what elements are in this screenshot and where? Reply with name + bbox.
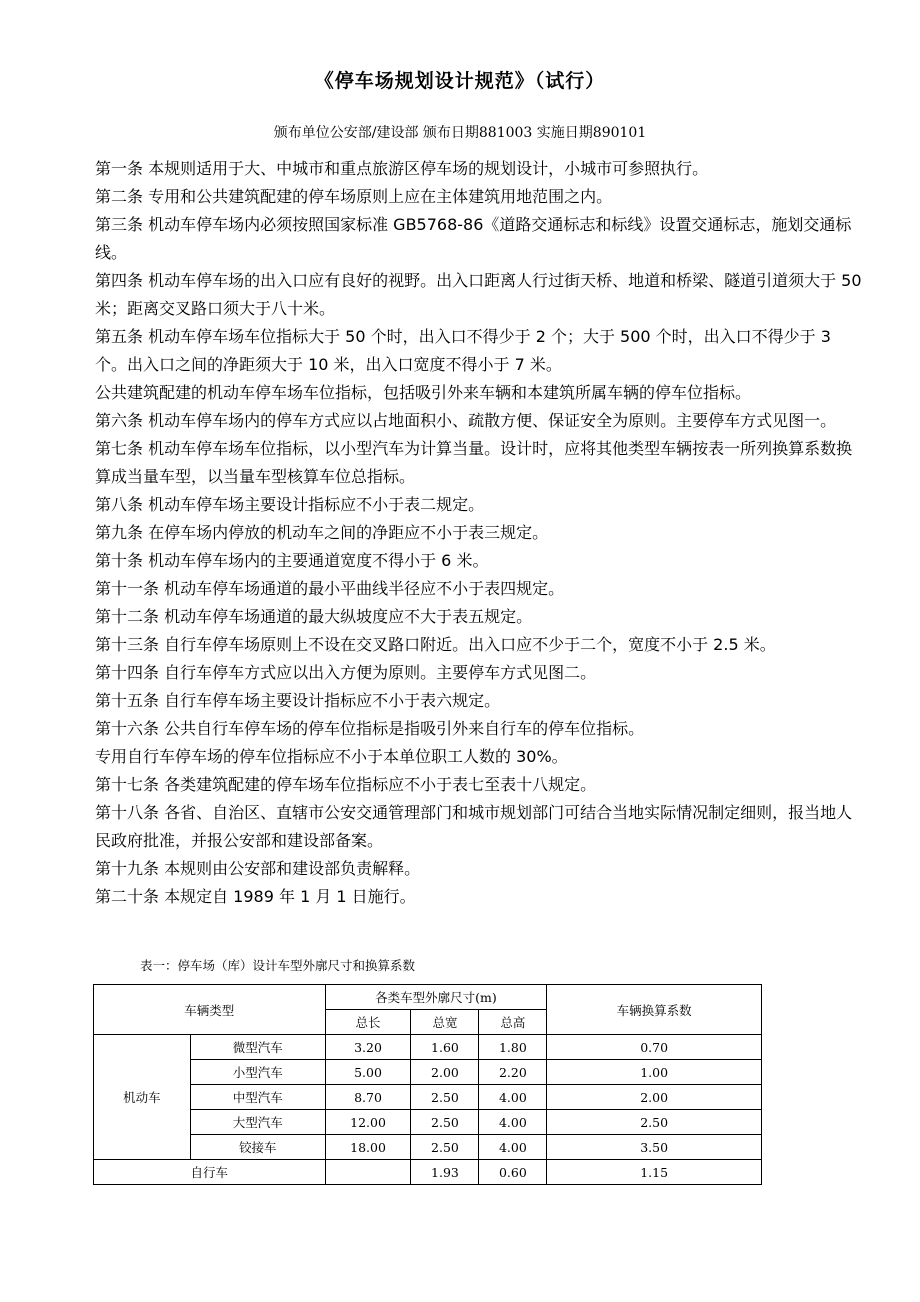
vehicle-type-cell: 大型汽车 bbox=[190, 1110, 325, 1135]
article-4: 第四条 机动车停车场的出入口应有良好的视野。出入口距离人行过街天桥、地道和桥梁、隧道引道须大于 50 米；距离交叉路口须大于八十米。 bbox=[95, 271, 862, 318]
article-16: 第十六条 公共自行车停车场的停车位指标是指吸引外来自行车的停车位指标。 bbox=[95, 719, 645, 738]
document-title: 《停车场规划设计规范》（试行） bbox=[314, 70, 606, 92]
article-12: 第十二条 机动车停车场通道的最大纵坡度应不大于表五规定。 bbox=[95, 607, 533, 626]
width-cell: 1.60 bbox=[411, 1035, 479, 1060]
document-subtitle: 颁布单位公安部/建设部 颁布日期881003 实施日期890101 bbox=[273, 125, 647, 141]
vehicle-type-cell: 小型汽车 bbox=[190, 1060, 325, 1085]
article-14: 第十四条 自行车停车方式应以出入方便为原则。主要停车方式见图二。 bbox=[95, 663, 597, 682]
factor-cell: 0.70 bbox=[547, 1035, 762, 1060]
length-cell bbox=[325, 1160, 411, 1185]
vehicle-dimension-table bbox=[93, 984, 762, 1185]
height-cell: 0.60 bbox=[479, 1160, 547, 1185]
height-cell: 4.00 bbox=[479, 1085, 547, 1110]
article-7: 第七条 机动车停车场车位指标，以小型汽车为计算当量。设计时，应将其他类型车辆按表一所列换算系数换算成当量车型，以当量车型核算车位总指标。 bbox=[95, 439, 853, 486]
table1-caption: 表一：停车场（库）设计车型外廓尺寸和换算系数 bbox=[140, 958, 416, 973]
article-5: 第五条 机动车停车场车位指标大于 50 个时，出入口不得少于 2 个；大于 500 个时，出入口不得少于 3 个。出入口之间的净距须大于 10 米，出入口宽度不得小于 7 米。 bbox=[95, 327, 831, 374]
regulation-body bbox=[95, 155, 865, 911]
width-cell: 1.93 bbox=[411, 1160, 479, 1185]
vehicle-type-cell: 自行车 bbox=[94, 1160, 326, 1185]
table-row bbox=[94, 1060, 762, 1085]
article-3: 第三条 机动车停车场内必须按照国家标准 GB5768-86《道路交通标志和标线》设置交通标志，施划交通标线。 bbox=[95, 215, 852, 262]
vehicle-type-cell: 微型汽车 bbox=[190, 1035, 325, 1060]
width-cell: 2.50 bbox=[411, 1135, 479, 1160]
article-19: 第十九条 本规则由公安部和建设部负责解释。 bbox=[95, 859, 421, 878]
vehicle-type-cell: 铰接车 bbox=[190, 1135, 325, 1160]
motor-group-cell: 机动车 bbox=[94, 1035, 191, 1160]
length-cell: 3.20 bbox=[325, 1035, 411, 1060]
length-cell: 5.00 bbox=[325, 1060, 411, 1085]
factor-cell: 1.00 bbox=[547, 1060, 762, 1085]
article-2: 第二条 专用和公共建筑配建的停车场原则上应在主体建筑用地范围之内。 bbox=[95, 187, 613, 206]
article-6: 第六条 机动车停车场内的停车方式应以占地面积小、疏散方便、保证安全为原则。主要停车方式见图一。 bbox=[95, 411, 837, 430]
length-cell: 12.00 bbox=[325, 1110, 411, 1135]
table-row bbox=[94, 1135, 762, 1160]
article-1: 第一条 本规则适用于大、中城市和重点旅游区停车场的规划设计，小城市可参照执行。 bbox=[95, 159, 709, 178]
table-row bbox=[94, 1035, 762, 1060]
article-16-note: 专用自行车停车场的停车位指标应不小于本单位职工人数的 30%。 bbox=[95, 747, 568, 766]
header-width: 总宽 bbox=[411, 1010, 479, 1035]
article-13: 第十三条 自行车停车场原则上不设在交叉路口附近。出入口应不少于二个，宽度不小于 2.5 米。 bbox=[95, 635, 776, 654]
header-dimensions: 各类车型外廓尺寸(m) bbox=[325, 985, 547, 1010]
length-cell: 18.00 bbox=[325, 1135, 411, 1160]
length-cell: 8.70 bbox=[325, 1085, 411, 1110]
width-cell: 2.50 bbox=[411, 1110, 479, 1135]
article-9: 第九条 在停车场内停放的机动车之间的净距应不小于表三规定。 bbox=[95, 523, 549, 542]
height-cell: 4.00 bbox=[479, 1110, 547, 1135]
article-10: 第十条 机动车停车场内的主要通道宽度不得小于 6 米。 bbox=[95, 551, 489, 570]
width-cell: 2.50 bbox=[411, 1085, 479, 1110]
factor-cell: 3.50 bbox=[547, 1135, 762, 1160]
factor-cell: 2.50 bbox=[547, 1110, 762, 1135]
vehicle-type-cell: 中型汽车 bbox=[190, 1085, 325, 1110]
article-20: 第二十条 本规定自 1989 年 1 月 1 日施行。 bbox=[95, 887, 416, 906]
height-cell: 4.00 bbox=[479, 1135, 547, 1160]
article-15: 第十五条 自行车停车场主要设计指标应不小于表六规定。 bbox=[95, 691, 501, 710]
table-row bbox=[94, 1085, 762, 1110]
table-row bbox=[94, 1110, 762, 1135]
width-cell: 2.00 bbox=[411, 1060, 479, 1085]
article-17: 第十七条 各类建筑配建的停车场车位指标应不小于表七至表十八规定。 bbox=[95, 775, 597, 794]
article-8: 第八条 机动车停车场主要设计指标应不小于表二规定。 bbox=[95, 495, 485, 514]
article-5-note: 公共建筑配建的机动车停车场车位指标，包括吸引外来车辆和本建筑所属车辆的停车位指标。 bbox=[95, 383, 752, 402]
header-factor: 车辆换算系数 bbox=[547, 985, 762, 1035]
factor-cell: 2.00 bbox=[547, 1085, 762, 1110]
factor-cell: 1.15 bbox=[547, 1160, 762, 1185]
table-header-row bbox=[94, 985, 762, 1010]
article-11: 第十一条 机动车停车场通道的最小平曲线半径应不小于表四规定。 bbox=[95, 579, 565, 598]
height-cell: 2.20 bbox=[479, 1060, 547, 1085]
header-vehicle-type: 车辆类型 bbox=[94, 985, 326, 1035]
header-length: 总长 bbox=[325, 1010, 411, 1035]
table-row-bicycle bbox=[94, 1160, 762, 1185]
height-cell: 1.80 bbox=[479, 1035, 547, 1060]
header-height: 总高 bbox=[479, 1010, 547, 1035]
article-18: 第十八条 各省、自治区、直辖市公安交通管理部门和城市规划部门可结合当地实际情况制定细则，报当地人民政府批准，并报公安部和建设部备案。 bbox=[95, 803, 853, 850]
